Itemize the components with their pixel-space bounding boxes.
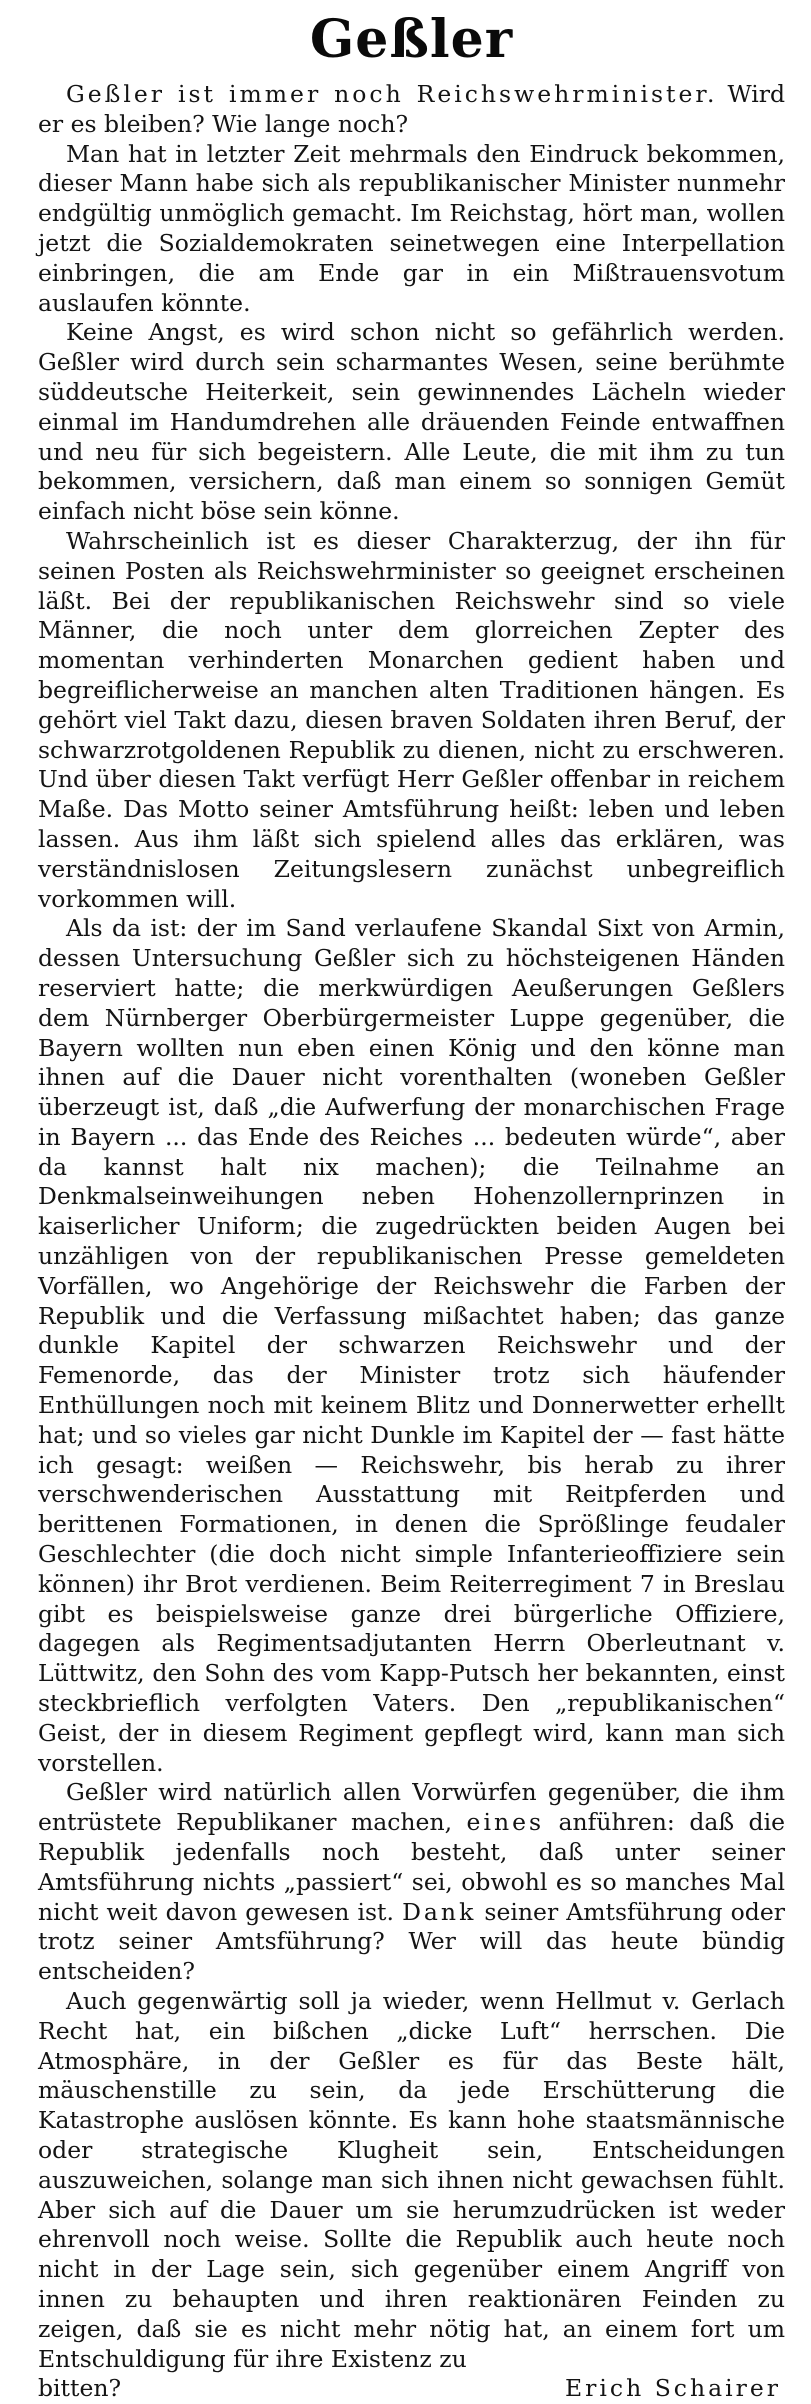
paragraph-5: Als da ist: der im Sand verlaufene Skandal Sixt von Armin, dessen Untersuchung Geßler sich zu höchsteigenen Händen reserviert hatte; die merkwürdigen Aeußerungen Geßlers dem Nürnberger Oberbürgermeister Luppe gegenüber, die Bayern wollten nun eben einen König und den könne man ihnen auf die Dauer nicht vorenthalten (woneben Geßler überzeugt ist, daß „die Aufwerfung der monarchischen Frage in Bayern ... das Ende des Reiches ... bedeuten würde“, aber da kannst halt nix machen); die Teilnahme an Denkmalseinweihungen neben Hohenzollernprinzen in kaiserlicher Uniform; die zugedrückten beiden Augen bei unzähligen von der republikanischen Presse gemeldeten Vorfällen, wo Angehörige der Reichswehr die Farben der Republik und die Verfassung mißachtet haben; das ganze dunkle Kapitel der schwarzen Reichswehr und der Femenorde, das der Minister trotz sich häufender Enthüllungen noch mit keinem Blitz und Donnerwetter erhellt hat; und so vieles gar nicht Dunkle im Kapitel der — fast hätte ich gesagt: weißen — Reichswehr, bis herab zu ihrer verschwenderischen Ausstattung mit Reitpferden und berittenen Formationen, in denen die Sprößlinge feudaler Geschlechter (die doch nicht simple Infanterieoffiziere sein können) ihr Brot verdienen. Beim Reiterregiment 7 in Breslau gibt es beispielsweise ganze drei bürgerliche Offiziere, dagegen als Regimentsadjutanten Herrn Oberleutnant v. Lüttwitz, den Sohn des vom Kapp-Putsch her bekannten, einst steckbrieflich verfolgten Vaters. Den „republikanischen“ Geist, der in diesem Regiment gepflegt wird, kann man sich vorstellen. <box>38 914 785 1777</box>
paragraph-text: Wird er es bleiben? Wie lange noch? <box>38 80 785 138</box>
paragraph-3: Keine Angst, es wird schon nicht so gefährlich werden. Geßler wird durch sein scharmantes Wesen, seine berühmte süddeutsche Heiterkeit, sein gewinnendes Lächeln wieder einmal im Handumdrehen alle dräuenden Feinde entwaffnen und neu für sich begeistern. Alle Leute, die mit ihm zu tun bekommen, versichern, daß man einem so sonnigen Gemüt einfach nicht böse sein könne. <box>38 318 785 526</box>
paragraph-2: Man hat in letzter Zeit mehrmals den Eindruck bekommen, dieser Mann habe sich als republikanischer Minister nunmehr endgültig unmöglich gemacht. Im Reichstag, hört man, wollen jetzt die Sozialdemokraten seinetwegen eine Interpellation einbringen, die am Ende gar in ein Mißtrauensvotum auslaufen könnte. <box>38 139 785 317</box>
paragraph-1 <box>38 80 785 140</box>
paragraph-text: seiner Amtsführung oder trotz seiner Amtsführung? Wer will das heute bündig entscheiden? <box>38 1897 785 1986</box>
paragraph-4: Wahrscheinlich ist es dieser Charakterzug, der ihn für seinen Posten als Reichswehrminister so geeignet erscheinen läßt. Bei der republikanischen Reichswehr sind so viele Männer, die noch unter dem glorreichen Zepter des momentan verhinderten Monarchen gedient haben und begreiflicherweise an manchen alten Traditionen hängen. Es gehört viel Takt dazu, diesen braven Soldaten ihren Beruf, der schwarzrotgoldenen Republik zu dienen, nicht zu erschweren. Und über diesen Takt verfügt Herr Geßler offenbar in reichem Maße. Das Motto seiner Amtsführung heißt: leben und leben lassen. Aus ihm läßt sich spielend alles das erklären, was verständnislosen Zeitungslesern zunächst unbegreiflich vorkommen will. <box>38 526 785 913</box>
paragraph-7: Auch gegenwärtig soll ja wieder, wenn Hellmut v. Gerlach Recht hat, ein bißchen „dicke Luft“ herrschen. Die Atmosphäre, in der Geßler es für das Beste hält, mäuschenstille zu sein, da jede Erschütterung die Katastrophe auslösen könnte. Es kann hohe staatsmännische oder strategische Klugheit sein, Entscheidungen auszuweichen, solange man sich ihnen nicht gewachsen fühlt. Aber sich auf die Dauer um sie herumzudrücken ist weder ehrenvoll noch weise. Sollte die Republik auch heute noch nicht in der Lage sein, sich gegenüber einem Angriff von innen zu behaupten und ihren reaktionären Feinden zu zeigen, daß sie es nicht mehr nötig hat, an einem fort um Entschuldigung für ihre Existenz zu <box>38 1987 785 2373</box>
article-body <box>38 80 785 2404</box>
spaced-emphasis: eines <box>466 1808 545 1837</box>
paragraph-text: anführen: daß die Republik jedenfalls noch besteht, daß unter seiner Amtsführung nichts „passiert“ sei, obwohl es so manches Mal nicht weit davon gewesen ist. <box>38 1808 786 1926</box>
spaced-emphasis: Dank <box>402 1897 477 1926</box>
paragraph-6 <box>38 1778 785 1987</box>
spaced-lead: Geßler ist immer noch Reichswehrminister. <box>66 80 718 108</box>
closing-word: bitten? <box>38 2374 122 2403</box>
author-signature: Erich Schairer <box>565 2374 781 2403</box>
article-title: Geßler <box>309 9 514 70</box>
paragraph-text: Geßler wird natürlich allen Vorwürfen gegenüber, die ihm entrüstete Republikaner machen, <box>38 1778 785 1837</box>
